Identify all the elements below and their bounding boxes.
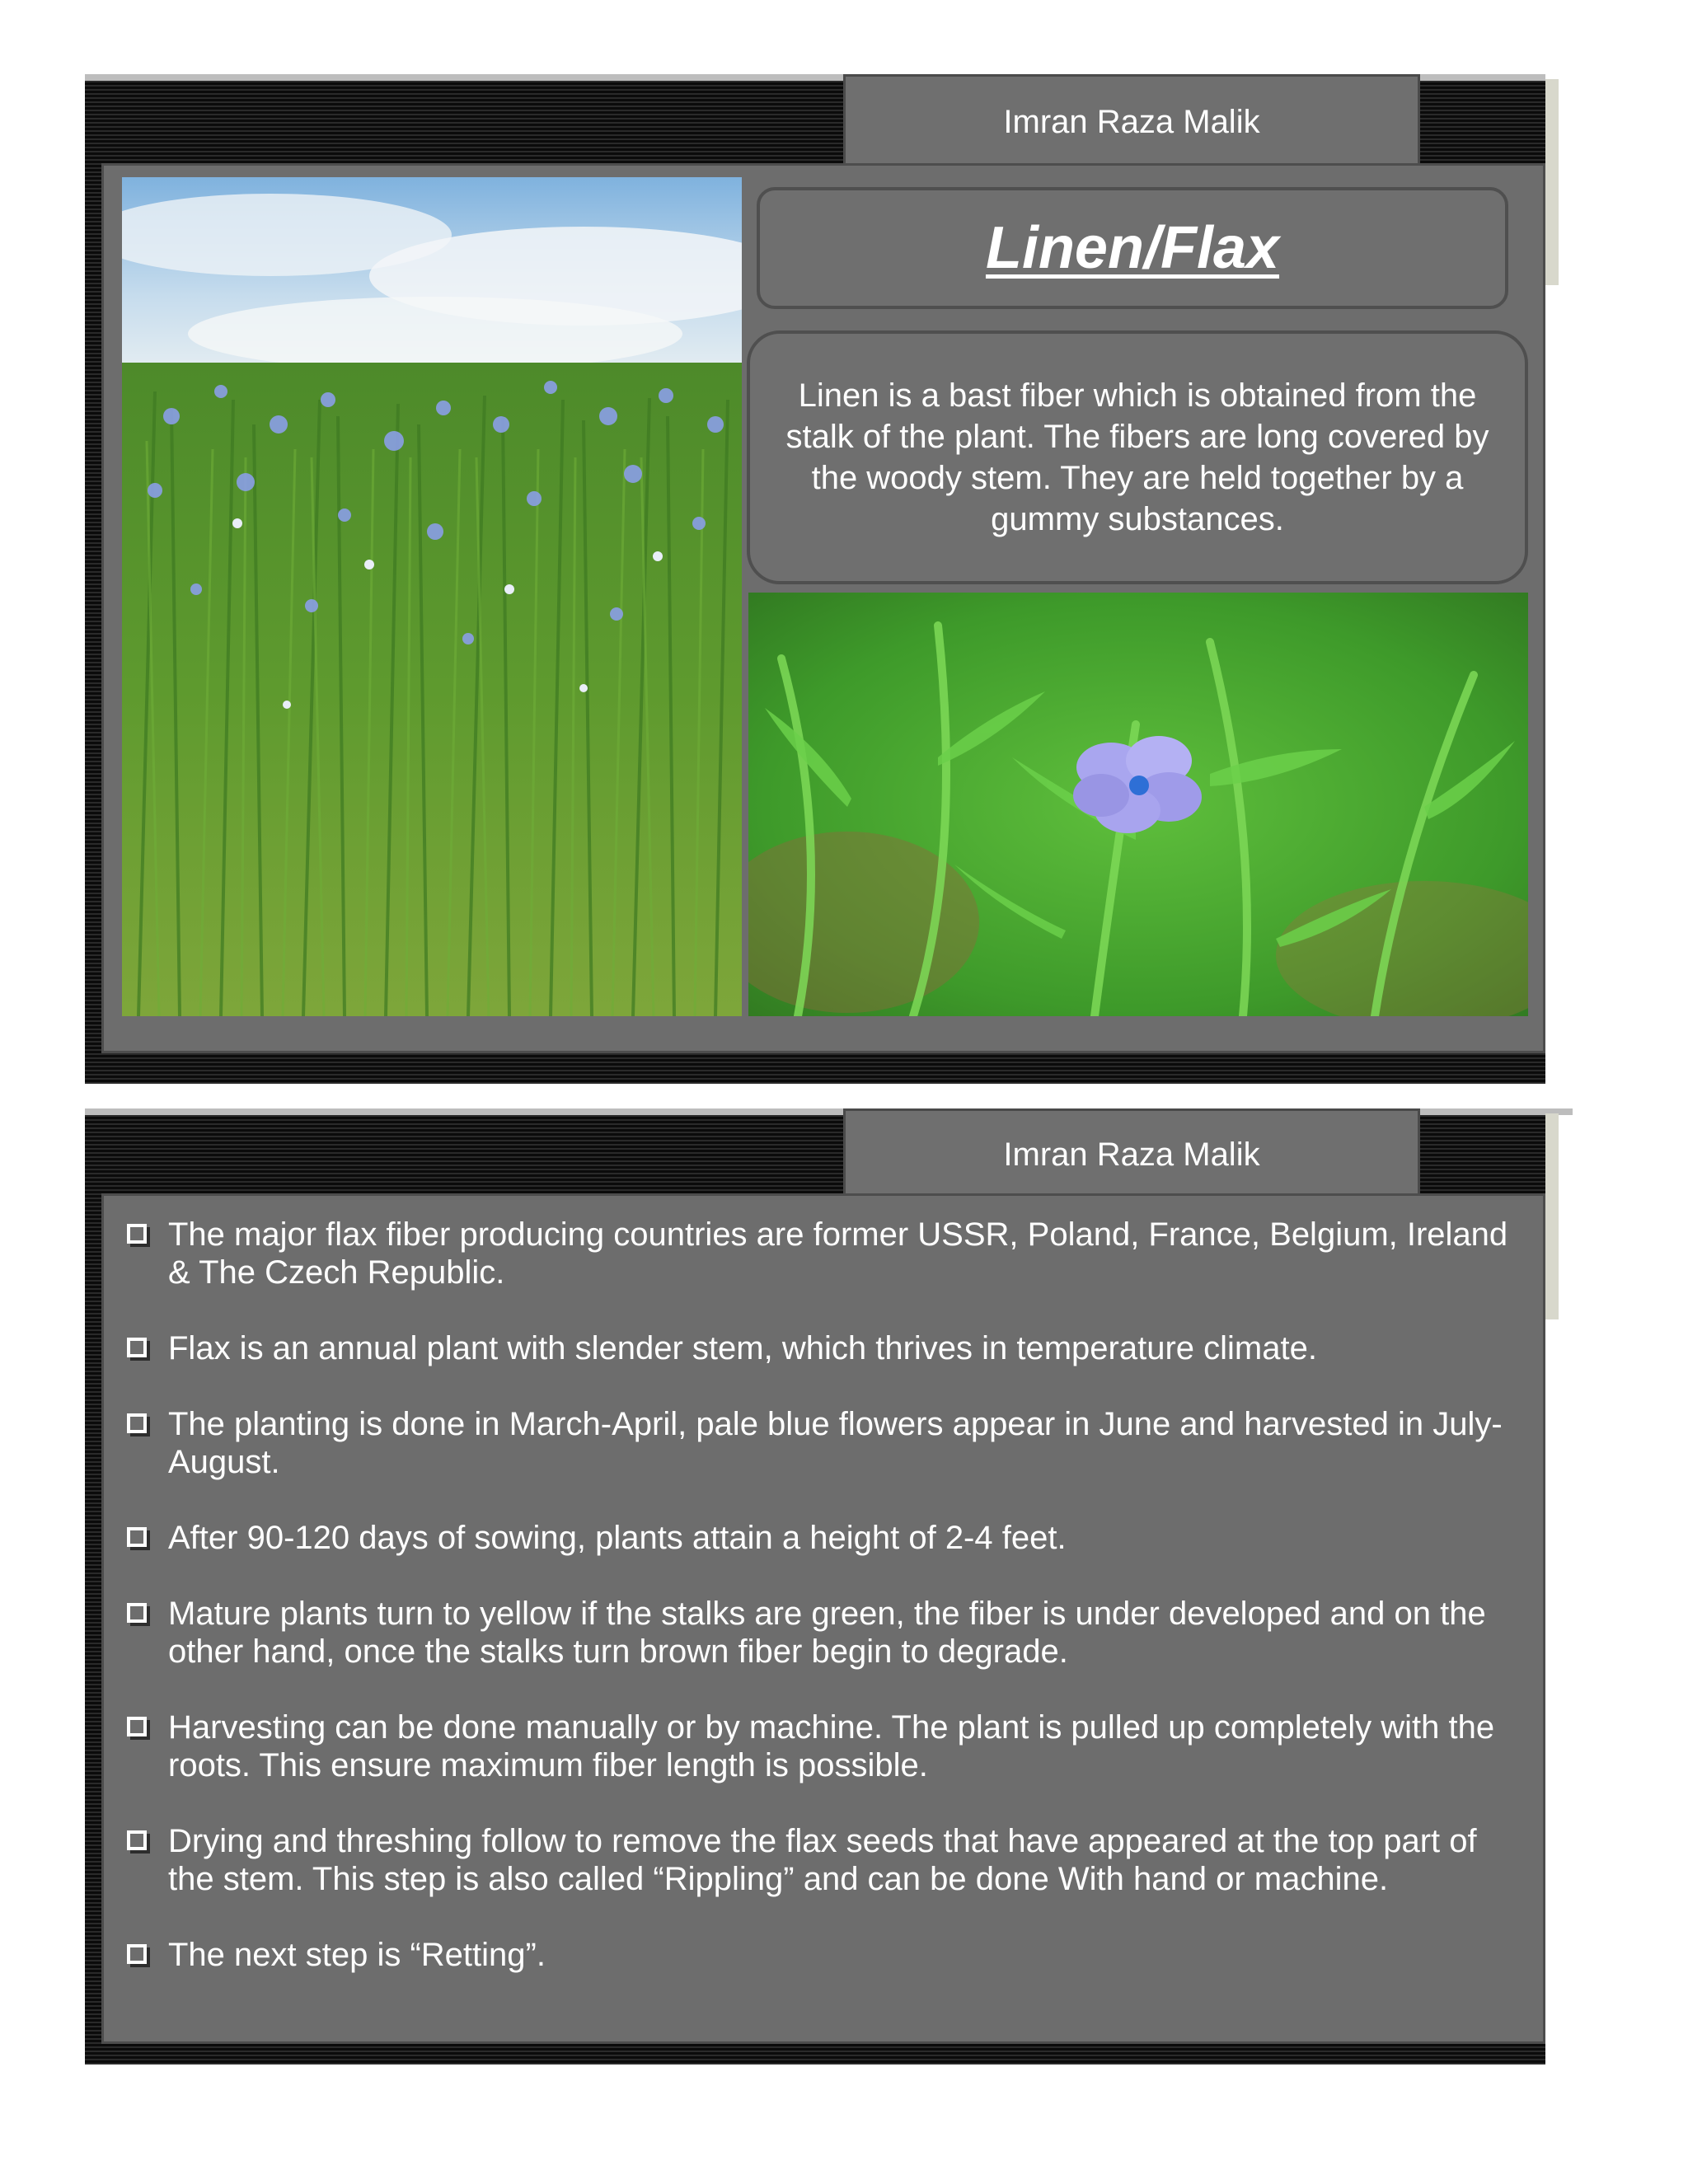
bullet-item: Drying and threshing follow to remove the flax seeds that have appeared at the top part of the stem. This step is also called “Rippling” and can be done With hand or machine.: [124, 1822, 1526, 1898]
checkbox-bullet-icon: [127, 1527, 147, 1547]
description-box: [747, 330, 1528, 584]
checkbox-bullet-icon: [127, 1603, 147, 1623]
bullet-item: The planting is done in March-April, pale blue flowers appear in June and harvested in July-August.: [124, 1405, 1526, 1481]
checkbox-bullet-icon: [127, 1944, 147, 1964]
content-panel: [101, 163, 1545, 1053]
bullet-item: Mature plants turn to yellow if the stalks are green, the fiber is under developed and on the other hand, once the stalks turn brown fiber begin to degrade.: [124, 1595, 1526, 1671]
slide-title: Linen/Flax: [985, 215, 1280, 281]
checkbox-bullet-icon: [127, 1338, 147, 1357]
bullet-item: The next step is “Retting”.: [124, 1936, 1526, 1974]
slide-flax-facts: [85, 1108, 1545, 2064]
checkbox-bullet-icon: [127, 1224, 147, 1244]
author-name: Imran Raza Malik: [1003, 104, 1260, 140]
bullet-item: Flax is an annual plant with slender stem, which thrives in temperature climate.: [124, 1329, 1526, 1367]
author-name: Imran Raza Malik: [1003, 1137, 1260, 1173]
slide-right-edge: [1545, 1113, 1559, 1319]
content-panel: [101, 1193, 1545, 2044]
slide-right-edge: [1545, 79, 1559, 285]
bullet-item: Harvesting can be done manually or by machine. The plant is pulled up completely with the roots. This ensure maximum fiber length is possible.: [124, 1708, 1526, 1784]
description-text: Linen is a bast fiber which is obtained from the stalk of the plant. The fibers are long covered by the woody stem. They are held together by a gummy substances.: [785, 377, 1489, 537]
checkbox-bullet-icon: [127, 1830, 147, 1850]
flax-field-photo: [122, 177, 742, 1016]
title-box: [757, 187, 1508, 309]
author-tab: [843, 1108, 1420, 1196]
bullet-item: The major flax fiber producing countries are former USSR, Poland, France, Belgium, Ireland & The Czech Republic.: [124, 1216, 1526, 1291]
bullet-item: After 90-120 days of sowing, plants attain a height of 2-4 feet.: [124, 1519, 1526, 1557]
author-tab: [843, 74, 1420, 165]
slide-linen-flax: [85, 74, 1545, 1084]
flax-flower-photo: [748, 593, 1528, 1016]
checkbox-bullet-icon: [127, 1717, 147, 1736]
checkbox-bullet-icon: [127, 1413, 147, 1433]
bullet-list: [124, 1216, 1526, 2012]
